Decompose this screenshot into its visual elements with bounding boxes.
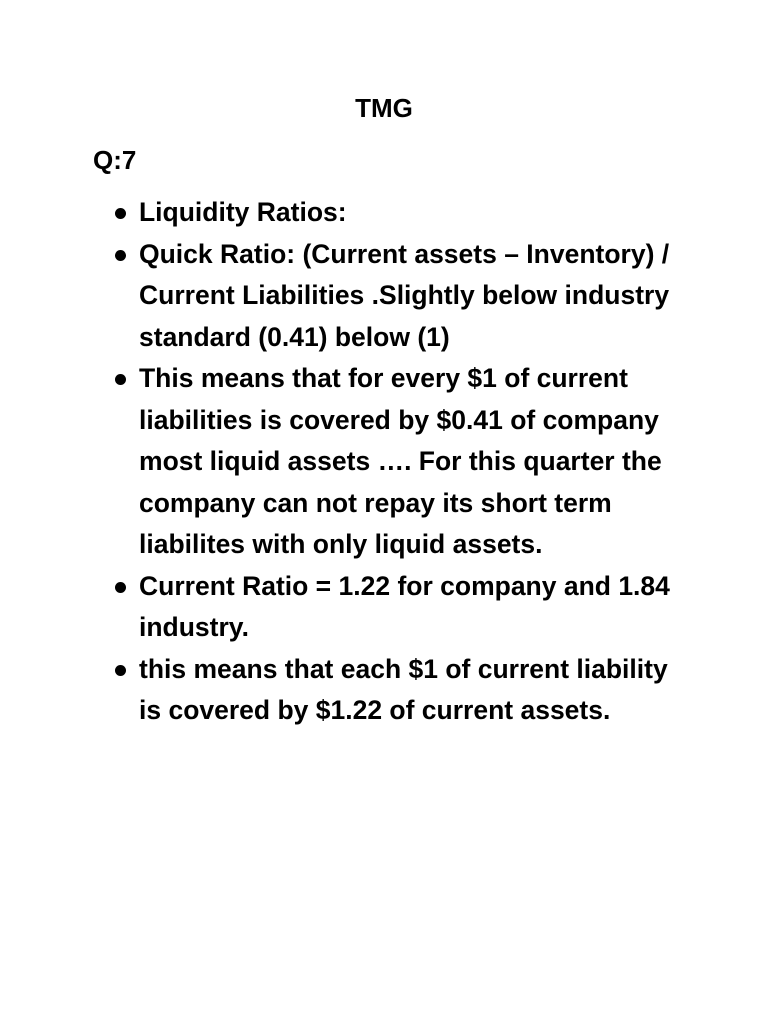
list-item	[112, 649, 672, 732]
list-item-text: This means that for every $1 of current liabilities is covered by $0.41 of company most liquid assets …. For this quarter the company can not repay its short term liabilites with only liquid assets.	[139, 363, 662, 559]
question-label: Q:7	[93, 145, 137, 175]
bullet-icon	[115, 582, 126, 593]
list-item-text: this means that each $1 of current liability is covered by $1.22 of current assets.	[139, 653, 668, 725]
bullet-icon	[115, 250, 126, 261]
list-item	[112, 234, 672, 359]
list-item-text: Quick Ratio: (Current assets – Inventory) / Current Liabilities .Slightly below industry standard (0.41) below (1)	[139, 238, 670, 352]
bullet-icon	[115, 374, 126, 385]
list-item	[112, 192, 672, 234]
bullet-icon	[115, 665, 126, 676]
bullet-icon	[115, 208, 126, 219]
list-item	[112, 566, 672, 649]
list-item	[112, 358, 672, 566]
bullet-list	[112, 192, 672, 732]
document-title: TMG	[355, 93, 413, 123]
list-item-text: Liquidity Ratios:	[139, 197, 347, 227]
list-item-text: Current Ratio = 1.22 for company and 1.84 industry.	[139, 570, 670, 642]
